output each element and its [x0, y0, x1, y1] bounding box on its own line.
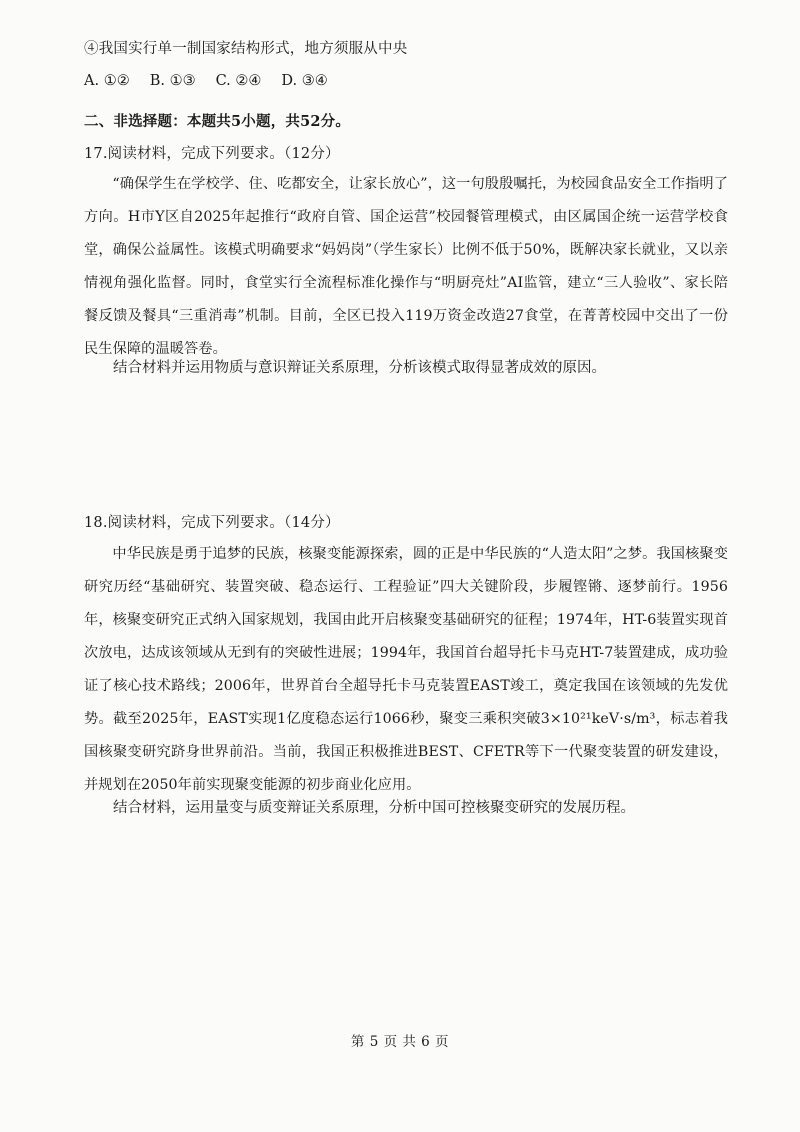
question-18-heading: 18.阅读材料，完成下列要求。（14分） — [84, 515, 340, 531]
question-18-task: 结合材料，运用量变与质变辩证关系原理，分析中国可控核聚变研究的发展历程。 — [113, 800, 635, 816]
statement-4: ④我国实行单一制国家结构形式，地方须服从中央 — [84, 41, 408, 57]
option-b[interactable]: B. ①③ — [149, 73, 196, 89]
question-17-task: 结合材料并运用物质与意识辩证关系原理，分析该模式取得显著成效的原因。 — [113, 360, 606, 376]
answer-options — [84, 73, 328, 89]
section-title: 二、非选择题：本题共5小题，共52分。 — [84, 113, 351, 130]
question-18-material: 中华民族是勇于追梦的民族，核聚变能源探索，圆的正是中华民族的“人造太阳”之梦。我国核聚变研究历经“基础研究、装置突破、稳态运行、工程验证”四大关键阶段，步履铿锵、逐梦前行。1956年，核聚变研究正式纳入国家规划，我国由此开启核聚变基础研究的征程；1974年，HT-6装置实现首次放电，达成该领域从无到有的突破性进展；1994年，我国首台超导托卡马克HT-7装置建成，成功验证了核心技术路线；2006年，世界首台全超导托卡马克装置EAST竣工，奠定我国在该领域的先发优势。截至2025年，EAST实现1亿度稳态运行1066秒，聚变三乘积突破3×10²¹keV·s/m³，标志着我国核聚变研究跻身世界前沿。当前，我国正积极推进BEST、CFETR等下一代聚变装置的研发建设，并规划在2050年前实现聚变能源的初步商业化应用。 — [84, 546, 728, 793]
question-17-heading: 17.阅读材料，完成下列要求。（12分） — [84, 146, 340, 162]
option-c[interactable]: C. ②④ — [215, 73, 262, 89]
question-17-material: “确保学生在学校学、住、吃都安全，让家长放心”，这一句殷殷嘱托，为校园食品安全工作指明了方向。H市Y区自2025年起推行“政府自管、国企运营”校园餐管理模式，由区属国企统一运营学校食堂，确保公益属性。该模式明确要求“妈妈岗”（学生家长）比例不低于50%，既解决家长就业，又以亲情视角强化监督。同时，食堂实行全流程标准化操作与“明厨亮灶”AI监管，建立“三人验收”、家长陪餐反馈及餐具“三重消毒”机制。目前，全区已投入119万资金改造27食堂，在菁菁校园中交出了一份民生保障的温暖答卷。 — [84, 176, 728, 357]
page-footer: 第 5 页 共 6 页 — [350, 1034, 450, 1050]
option-a[interactable]: A. ①② — [84, 73, 130, 89]
option-d[interactable]: D. ③④ — [281, 73, 328, 89]
